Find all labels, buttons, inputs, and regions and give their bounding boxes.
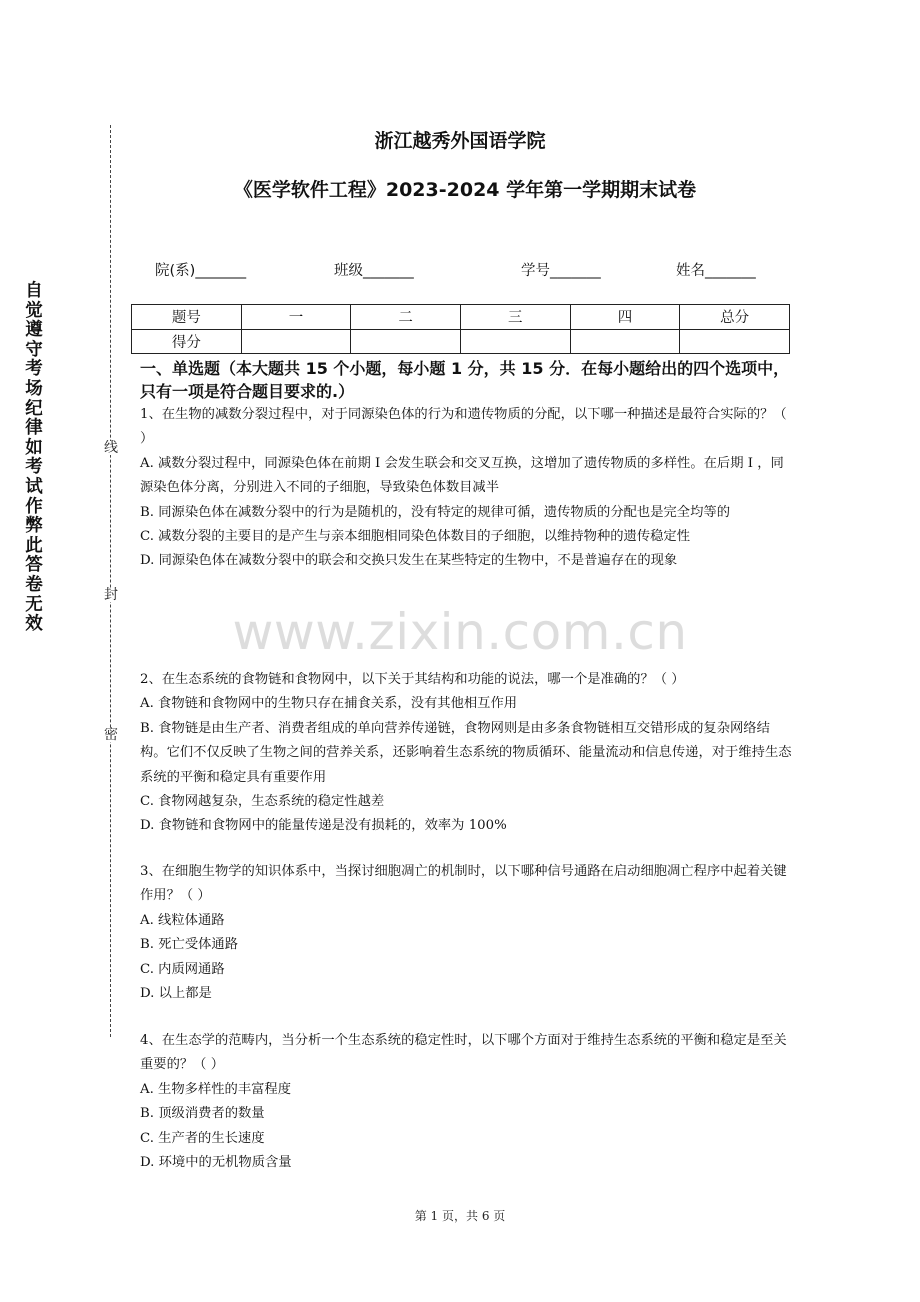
option-b: B. 同源染色体在减数分裂中的行为是随机的，没有特定的规律可循，遗传物质的分配也是完全均等的 xyxy=(140,504,730,520)
binding-mark-seal: 封 xyxy=(104,587,118,603)
option-d: D. 以上都是 xyxy=(140,986,212,1002)
section-heading: 一、单选题（本大题共 15 个小题，每小题 1 分，共 15 分．在每小题给出的四个选项中，只有一项是符合题目要求的.） xyxy=(140,359,790,401)
table-cell: 一 xyxy=(241,305,351,330)
department-field: 院(系)_______ xyxy=(155,263,247,279)
option-a: A. 线粒体通路 xyxy=(140,912,225,928)
exam-title: 《医学软件工程》2023-2024 学年第一学期期末试卷 xyxy=(233,179,697,201)
option-d: D. 环境中的无机物质含量 xyxy=(140,1155,292,1171)
binding-mark-line: 线 xyxy=(104,440,118,456)
option-a: A. 减数分裂过程中，同源染色体在前期 I 会发生联会和交叉互换，这增加了遗传物质的多样性。在后期 I ，同源染色体分离，分别进入不同的子细胞，导致染色体数目减半 xyxy=(140,455,784,496)
option-a: A. 食物链和食物网中的生物只存在捕食关系，没有其他相互作用 xyxy=(140,696,518,712)
option-b: B. 顶级消费者的数量 xyxy=(140,1106,265,1122)
table-cell: 得分 xyxy=(132,329,242,354)
table-cell: 题号 xyxy=(132,305,242,330)
binding-dashed-line xyxy=(110,125,111,1037)
table-row xyxy=(132,329,790,354)
question-stem: 1、在生物的减数分裂过程中，对于同源染色体的行为和遗传物质的分配，以下哪一种描述是最符合实际的？（ ） xyxy=(140,407,787,447)
school-title: 浙江越秀外国语学院 xyxy=(374,130,546,152)
table-cell: 三 xyxy=(460,305,570,330)
table-cell: 四 xyxy=(570,305,680,330)
option-c: C. 减数分裂的主要目的是产生与亲本细胞相同染色体数目的子细胞，以维持物种的遗传稳定性 xyxy=(140,529,691,545)
table-row xyxy=(132,305,790,330)
option-a: A. 生物多样性的丰富程度 xyxy=(140,1081,292,1097)
option-b: B. 食物链是由生产者、消费者组成的单向营养传递链，食物网则是由多条食物链相互交错形成的复杂网络结构。它们不仅反映了生物之间的营养关系，还影响着生态系统的物质循环、能量流动和信息传递，对于维持生态系统的平衡和稳定具有重要作用 xyxy=(140,720,792,785)
student-info-row xyxy=(155,259,795,281)
question-1 xyxy=(140,403,792,574)
score-cell[interactable] xyxy=(241,329,351,354)
score-cell[interactable] xyxy=(460,329,570,354)
question-3 xyxy=(140,860,792,1006)
page-footer: 第 1 页，共 6 页 xyxy=(414,1209,506,1223)
name-field: 姓名_______ xyxy=(676,263,756,279)
watermark: www.zixin.com.cn xyxy=(232,603,688,661)
option-c: C. 内质网通路 xyxy=(140,961,225,977)
binding-mark-secret: 密 xyxy=(104,727,118,743)
table-cell: 二 xyxy=(351,305,461,330)
score-cell[interactable] xyxy=(351,329,461,354)
question-4 xyxy=(140,1029,792,1175)
option-b: B. 死亡受体通路 xyxy=(140,937,239,953)
exam-discipline-note: 自觉遵守考场纪律如考试作弊此答卷无效 xyxy=(25,281,43,635)
option-c: C. 生产者的生长速度 xyxy=(140,1130,265,1146)
question-stem: 3、在细胞生物学的知识体系中，当探讨细胞凋亡的机制时，以下哪种信号通路在启动细胞凋亡程序中起着关键作用？（ ） xyxy=(140,864,787,904)
question-2 xyxy=(140,668,792,839)
student-id-field: 学号_______ xyxy=(521,263,601,279)
class-field: 班级_______ xyxy=(334,263,414,279)
score-table xyxy=(131,304,790,354)
question-stem: 2、在生态系统的食物链和食物网中，以下关于其结构和功能的说法，哪一个是准确的？（ ） xyxy=(140,672,685,687)
option-d: D. 食物链和食物网中的能量传递是没有损耗的，效率为 100% xyxy=(140,818,507,834)
question-stem: 4、在生态学的范畴内，当分析一个生态系统的稳定性时，以下哪个方面对于维持生态系统的平衡和稳定是至关重要的？（ ） xyxy=(140,1033,787,1073)
option-d: D. 同源染色体在减数分裂中的联会和交换只发生在某些特定的生物中，不是普遍存在的现象 xyxy=(140,553,678,569)
option-c: C. 食物网越复杂，生态系统的稳定性越差 xyxy=(140,794,385,810)
table-cell: 总分 xyxy=(680,305,790,330)
score-cell[interactable] xyxy=(570,329,680,354)
score-cell[interactable] xyxy=(680,329,790,354)
